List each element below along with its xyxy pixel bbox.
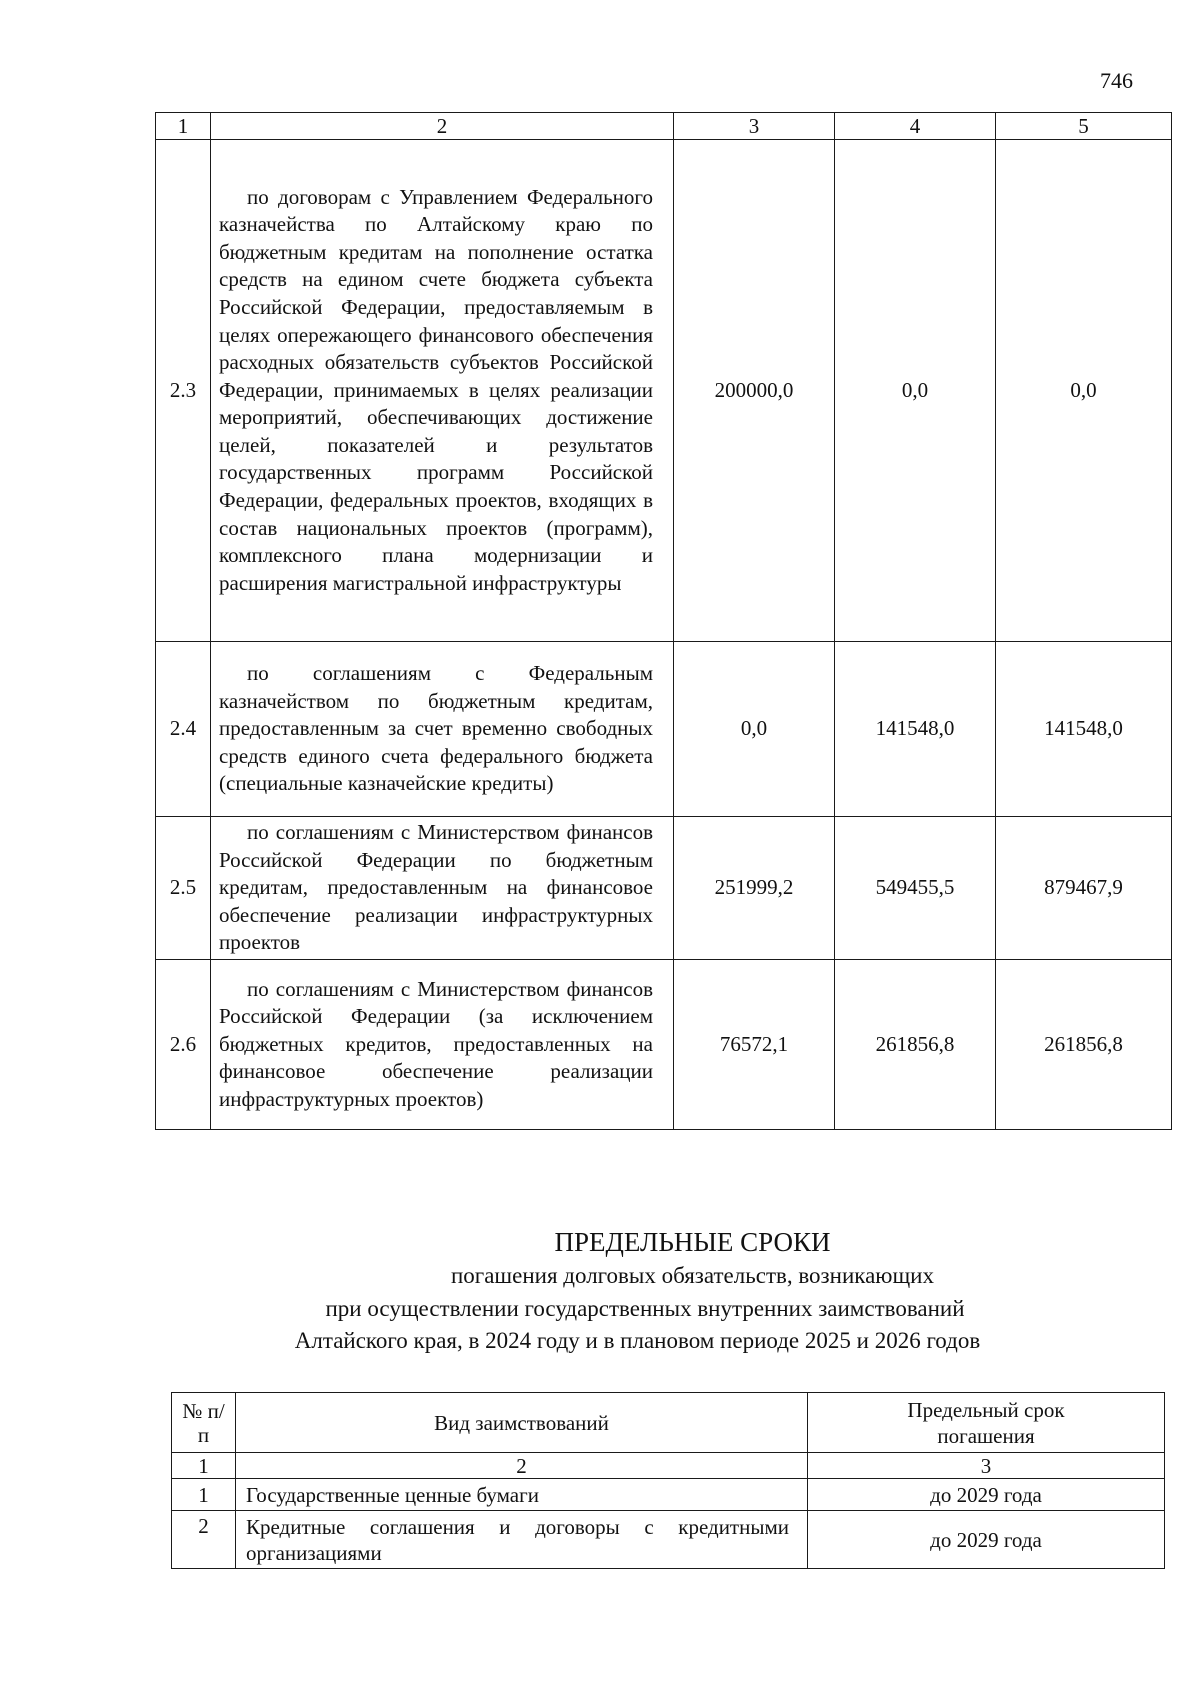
- value-2024: 0,0: [674, 642, 835, 817]
- borrowings-table: [155, 112, 1172, 1130]
- column-index: 3: [808, 1453, 1165, 1479]
- section-subtitle-line: Алтайского края, в 2024 году и в плановом периоде 2025 и 2026 годов: [294, 1328, 981, 1353]
- value-2026: 261856,8: [996, 960, 1172, 1130]
- value-2026: 879467,9: [996, 817, 1172, 960]
- column-index: 4: [835, 113, 996, 140]
- column-index-row: [156, 113, 1172, 140]
- column-index: 1: [172, 1453, 236, 1479]
- row-number: 1: [172, 1479, 236, 1511]
- repayment-term: до 2029 года: [808, 1479, 1165, 1511]
- row-description: [211, 140, 674, 642]
- value-2026: 141548,0: [996, 642, 1172, 817]
- section-title: ПРЕДЕЛЬНЫЕ СРОКИ: [554, 1227, 831, 1257]
- row-description: [211, 960, 674, 1130]
- borrowing-type: Государственные ценные бумаги: [236, 1479, 808, 1511]
- table-header-row: [172, 1393, 1165, 1453]
- section-subtitle-line: погашения долговых обязательств, возникающих: [450, 1263, 934, 1288]
- section-heading: [0, 1224, 1200, 1358]
- header-number: № п/п: [172, 1393, 236, 1453]
- repayment-term: до 2029 года: [808, 1511, 1165, 1569]
- header-borrowing-type: Вид заимствований: [236, 1393, 808, 1453]
- table-row: [156, 140, 1172, 642]
- value-2025: 549455,5: [835, 817, 996, 960]
- row-description-text: по соглашениям с Министерством финансов Российской Федерации (за исключением бюджетных кредитов, предоставленных на финансовое обеспечение реализации инфраструктурных проектов): [219, 976, 653, 1111]
- row-description-text: по соглашениям с Министерством финансов Российской Федерации по бюджетным кредитам, предоставленным на финансовое обеспечение реализации инфраструктурных проектов: [219, 820, 653, 955]
- row-description: [211, 642, 674, 817]
- value-2025: 141548,0: [835, 642, 996, 817]
- column-index-row: [172, 1453, 1165, 1479]
- row-description-text: по соглашениям с Федеральным казначейством по бюджетным кредитам, предоставленным за счет временно свободных средств единого счета федерального бюджета (специальные казначейские кредиты): [219, 661, 653, 796]
- column-index: 1: [156, 113, 211, 140]
- table-row: [156, 817, 1172, 960]
- row-number: 2.5: [156, 817, 211, 960]
- table-row: [156, 960, 1172, 1130]
- row-number: 2.4: [156, 642, 211, 817]
- row-description-text: по договорам с Управлением Федерального казначейства по Алтайскому краю по бюджетным кредитам на пополнение остатка средств на едином счете бюджета субъекта Российской Федерации, предоставляемым в целях опережающего финансового обеспечения расходных обязательств субъектов Российской Федерации, принимаемых в целях реализации мероприятий, обеспечивающих достижение целей, показателей и результатов государственных программ Российской Федерации, федеральных проектов, входящих в состав национальных проектов (программ), комплексного плана модернизации и расширения магистральной инфраструктуры: [219, 184, 653, 595]
- borrowing-type: Кредитные соглашения и договоры с кредитными организациями: [236, 1511, 808, 1569]
- value-2024: 200000,0: [674, 140, 835, 642]
- value-2024: 251999,2: [674, 817, 835, 960]
- table-row: [156, 642, 1172, 817]
- row-description: [211, 817, 674, 960]
- column-index: 3: [674, 113, 835, 140]
- column-index: 5: [996, 113, 1172, 140]
- row-number: 2.3: [156, 140, 211, 642]
- value-2024: 76572,1: [674, 960, 835, 1130]
- column-index: 2: [211, 113, 674, 140]
- repayment-terms-table: [171, 1392, 1165, 1569]
- page-number: 746: [1100, 68, 1133, 93]
- table-row: [172, 1511, 1165, 1569]
- row-number: 2: [172, 1511, 236, 1569]
- value-2025: 0,0: [835, 140, 996, 642]
- row-number: 2.6: [156, 960, 211, 1130]
- column-index: 2: [236, 1453, 808, 1479]
- header-repayment-term: Предельный срок погашения: [808, 1393, 1165, 1453]
- value-2026: 0,0: [996, 140, 1172, 642]
- section-subtitle-line: при осуществлении государственных внутренних заимствований: [325, 1295, 965, 1321]
- value-2025: 261856,8: [835, 960, 996, 1130]
- table-row: [172, 1479, 1165, 1511]
